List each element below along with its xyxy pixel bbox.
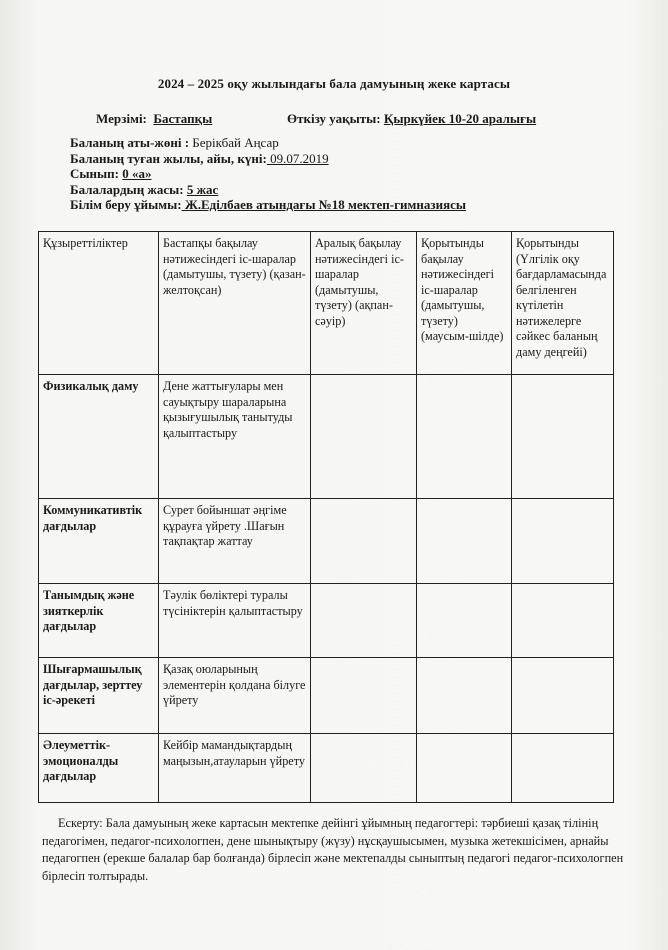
class-label: Сынып: xyxy=(70,166,119,181)
development-table xyxy=(38,231,614,803)
conclusion-cell xyxy=(512,658,614,734)
school-label: Білім беру ұйымы: xyxy=(70,197,182,212)
birth-label: Баланың туған жылы, айы, күні: xyxy=(70,150,267,166)
table-row xyxy=(39,734,614,803)
final-cell xyxy=(417,375,512,499)
child-name-label: Баланың аты-жөні : xyxy=(70,135,190,150)
period-value: Бастапқы xyxy=(153,111,213,126)
final-cell xyxy=(417,658,512,734)
interim-cell xyxy=(311,658,417,734)
initial-cell: Сурет бойыншат әңгіме құрауға үйрету .Шағын тақпақтар жаттау xyxy=(159,499,311,584)
conclusion-cell xyxy=(512,734,614,803)
class-line xyxy=(70,166,466,182)
age-line xyxy=(70,182,466,198)
competency-cell: Физикалық даму xyxy=(39,375,159,499)
header-initial: Бастапқы бақылау нәтижесіндегі іс-шаралар (дамытушы, түзету) (қазан-желтоқсан) xyxy=(159,232,311,375)
age-value: 5 жас xyxy=(186,181,219,197)
period-line xyxy=(96,111,212,127)
table-header-row xyxy=(39,232,614,375)
school-value: Ж.Еділбаев атындағы №18 мектеп-гимназиясы xyxy=(181,197,467,212)
conclusion-cell xyxy=(512,584,614,658)
birth-line xyxy=(70,151,466,167)
table-row xyxy=(39,658,614,734)
interim-cell xyxy=(311,375,417,499)
final-cell xyxy=(417,499,512,584)
final-cell xyxy=(417,734,512,803)
initial-cell: Тәулік бөліктері туралы түсініктерін қалыптастыру xyxy=(159,584,311,658)
document-title: 2024 – 2025 оқу жылындағы бала дамуының жеке картасы xyxy=(157,76,511,91)
header-competencies: Құзыреттіліктер xyxy=(39,232,159,375)
conclusion-cell xyxy=(512,375,614,499)
final-cell xyxy=(417,584,512,658)
header-final: Қорытынды бақылау нәтижесіндегі іс-шаралар (дамытушы, түзету) (маусым-шілде) xyxy=(417,232,512,375)
conclusion-cell xyxy=(512,499,614,584)
competency-cell: Әлеуметтік-эмоционалды дағдылар xyxy=(39,734,159,803)
table-row xyxy=(39,499,614,584)
competency-cell: Коммуникативтік дағдылар xyxy=(39,499,159,584)
period-label: Мерзімі: xyxy=(96,111,147,126)
interim-cell xyxy=(311,499,417,584)
interim-cell xyxy=(311,584,417,658)
age-label: Балалардың жасы: xyxy=(70,181,184,197)
child-name-value: Берікбай Аңсар xyxy=(192,135,279,150)
competency-cell: Шығармашылық дағдылар, зерттеу іс-әрекеті xyxy=(39,658,159,734)
time-label: Өткізу уақыты: xyxy=(287,111,381,126)
footnote: Ескерту: Бала дамуының жеке картасын мектепке дейінгі ұйымның педагогтері: тәрбиеші қазақ тілінің педагогімен, педагог-психологпен, дене шынықтыру (жүзу) нұсқаушысымен, музыка жетекшісімен, арнайы педагогпен (ерекше балалар бар болғанда) бірлесіп және мектепалды сыныптың педагогі педагог-психологпен бірлесіп толтырады. xyxy=(42,816,624,883)
time-value: Қыркүйек 10-20 аралығы xyxy=(383,111,537,126)
school-line xyxy=(70,197,466,213)
competency-cell: Танымдық және зияткерлік дағдылар xyxy=(39,584,159,658)
initial-cell: Қазақ оюларының элементерін қолдана білуге үйрету xyxy=(159,658,311,734)
table-row xyxy=(39,375,614,499)
header-interim: Аралық бақылау нәтижесіндегі іс-шаралар (дамытушы, түзету) (ақпан-сәуір) xyxy=(311,232,417,375)
time-line xyxy=(287,111,536,127)
child-info xyxy=(70,135,466,213)
interim-cell xyxy=(311,734,417,803)
table-row xyxy=(39,584,614,658)
initial-cell: Дене жаттығулары мен сауықтыру шараларына қызығушылық танытуды қалыптастыру xyxy=(159,375,311,499)
child-name-line xyxy=(70,135,466,151)
birth-value: 09.07.2019 xyxy=(266,150,329,166)
class-value: 0 «а» xyxy=(122,166,152,181)
header-conclusion: Қорытынды (Үлгілік оқу бағдарламасында белгіленген күтілетін нәтижелерге сәйкес баланың даму деңгейі) xyxy=(512,232,614,375)
initial-cell: Кейбір мамандықтардың маңызын,атауларын үйрету xyxy=(159,734,311,803)
